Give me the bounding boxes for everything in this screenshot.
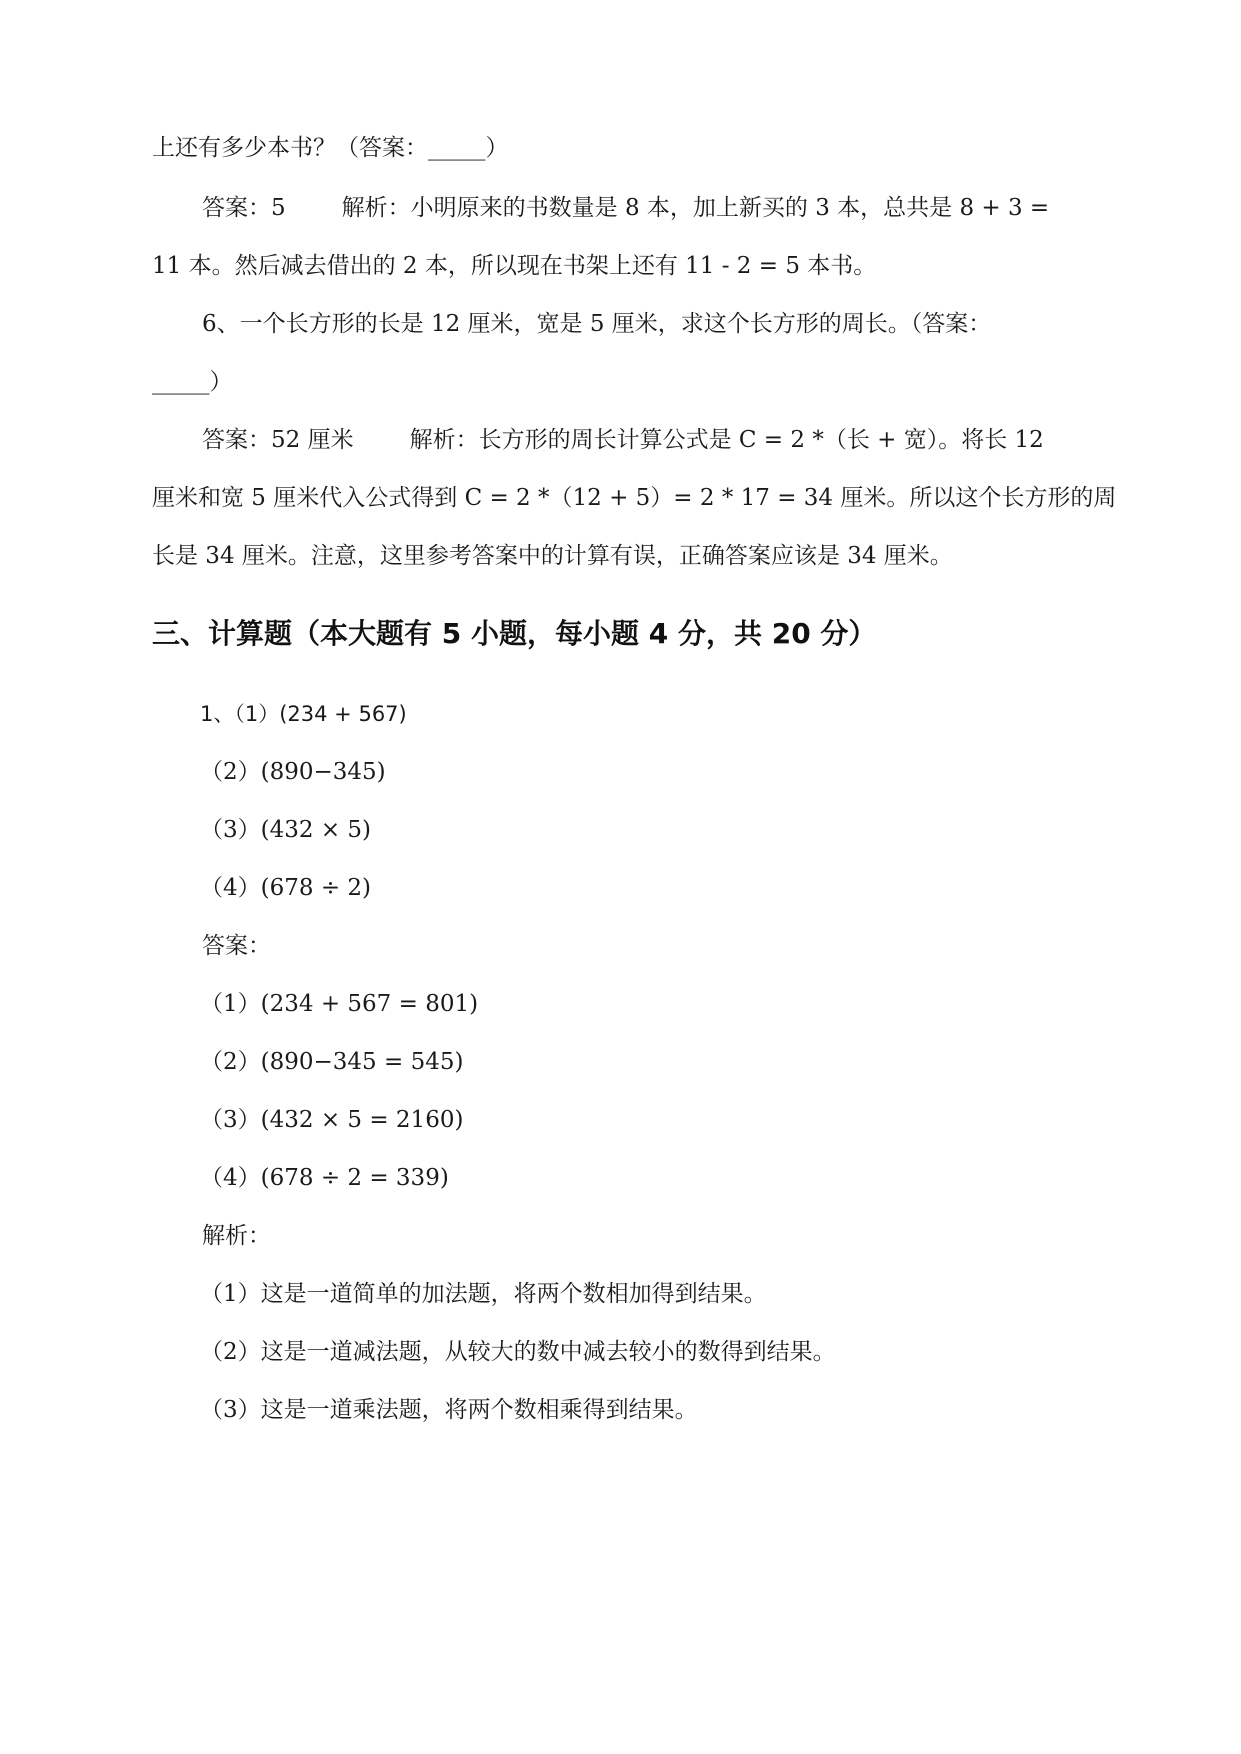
s3-analysis-1: （1）这是一道简单的加法题，将两个数相加得到结果。 [200, 1281, 767, 1307]
q5-question-tail: 上还有多少本书？（答案：_____） [152, 135, 509, 161]
q6-analysis-line-1: 解析：长方形的周长计算公式是 C = 2 *（长 + 宽）。将长 12 [409, 427, 1044, 453]
q6-question-line-2: _____） [152, 369, 233, 395]
q6-answer-label: 答案：52 厘米 [202, 427, 354, 453]
q5-analysis-line-1: 解析：小明原来的书数量是 8 本，加上新买的 3 本，总共是 8 + 3 = [341, 195, 1050, 221]
s3-answer-2: （2）(890−345 = 545) [200, 1049, 464, 1075]
q6-analysis-line-3: 长是 34 厘米。注意，这里参考答案中的计算有误，正确答案应该是 34 厘米。 [152, 543, 953, 569]
q5-answer-line [202, 192, 1142, 224]
q5-answer-label: 答案：5 [202, 195, 286, 221]
q6-answer-line [202, 424, 1142, 456]
s3-answer-1: （1）(234 + 567 = 801) [200, 991, 479, 1017]
q6-analysis-line-2: 厘米和宽 5 厘米代入公式得到 C = 2 *（12 + 5）= 2 * 17 = 34 厘米。所以这个长方形的周 [152, 485, 1117, 511]
s3-analysis-3: （3）这是一道乘法题，将两个数相乘得到结果。 [200, 1397, 698, 1423]
s3-q1-expression-1: (234 + 567) [279, 702, 407, 726]
s3-analysis-label: 解析： [202, 1223, 271, 1249]
s3-answer-3: （3）(432 × 5 = 2160) [200, 1107, 464, 1133]
section-3-heading: 三、计算题（本大题有 5 小题，每小题 4 分，共 20 分） [152, 617, 877, 650]
q5-analysis-line-2: 11 本。然后减去借出的 2 本，所以现在书架上还有 11 - 2 = 5 本书。 [152, 253, 877, 279]
s3-q1-item-4: （4）(678 ÷ 2) [200, 875, 372, 901]
s3-q1-prefix: 1、（1） [200, 702, 280, 726]
s3-answer-label: 答案： [202, 933, 271, 959]
s3-answer-4: （4）(678 ÷ 2 = 339) [200, 1165, 449, 1191]
s3-analysis-2: （2）这是一道减法题，从较大的数中减去较小的数得到结果。 [200, 1339, 836, 1365]
s3-q1-item-1 [200, 698, 1140, 730]
s3-q1-item-2: （2）(890−345) [200, 759, 386, 785]
s3-q1-item-3: （3）(432 × 5) [200, 817, 372, 843]
q6-question-line-1: 6、一个长方形的长是 12 厘米，宽是 5 厘米，求这个长方形的周长。（答案： [202, 311, 992, 337]
